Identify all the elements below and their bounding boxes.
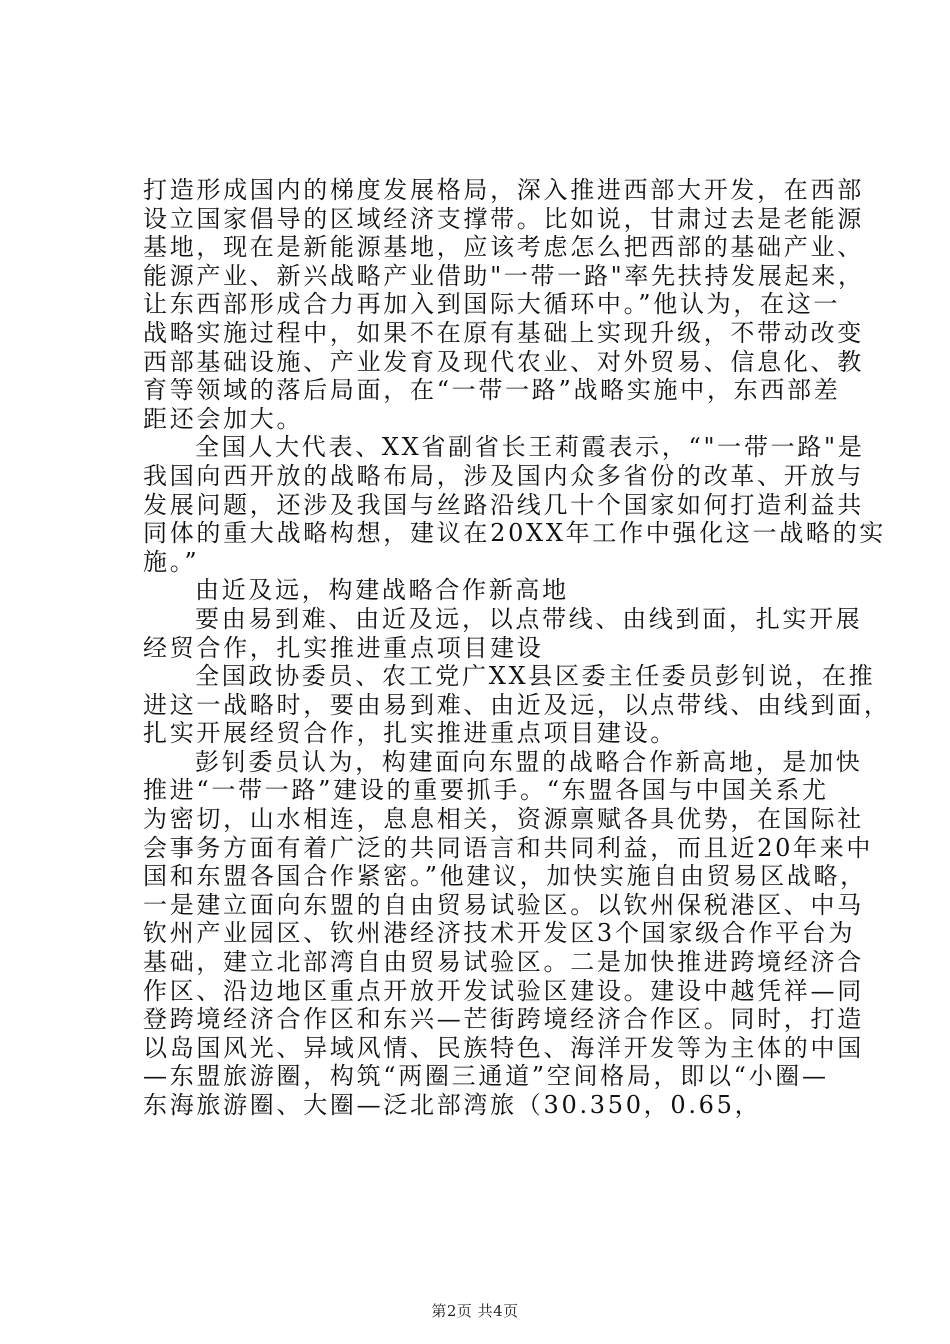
text-line: 进这一战略时，要由易到难、由近及远，以点带线、由线到面， [143,690,891,719]
text-line: 会事务方面有着广泛的共同语言和共同利益，而且近20年来中 [143,833,874,862]
text-line: 以岛国风光、异域风情、民族特色、海洋开发等为主体的中国 [143,1033,864,1062]
text-line: 作区、沿边地区重点开放开发试验区建设。建设中越凭祥—同 [143,976,864,1005]
text-line: 设立国家倡导的区域经济支撑带。比如说，甘肃过去是老能源 [143,204,864,233]
text-line: 打造形成国内的梯度发展格局，深入推进西部大开发，在西部 [143,176,864,204]
text-line: 战略实施过程中，如果不在原有基础上实现升级，不带动改变 [143,318,864,347]
text-line: 全国人大代表、XX省副省长王莉霞表示，“"一带一路"是 [195,433,865,462]
text-line: 东海旅游圈、大圈—泛北部湾旅（30.350，0.65， [143,1091,762,1119]
page-number-footer: 第2页 共4页 [431,1302,519,1320]
text-line: 彭钊委员认为，构建面向东盟的战略合作新高地，是加快 [195,747,863,776]
text-line: 登跨境经济合作区和东兴—芒街跨境经济合作区。同时，打造 [143,1005,864,1034]
text-line: 经贸合作，扎实推进重点项目建设 [143,633,544,662]
text-line: —东盟旅游圈，构筑“两圈三通道”空间格局，即以“小圈— [143,1062,829,1091]
text-line: 距还会加大。 [143,404,304,433]
text-line: 由近及远，构建战略合作新高地 [195,576,569,605]
text-line: 基地，现在是新能源基地，应该考虑怎么把西部的基础产业、 [143,233,864,262]
text-line: 基础，建立北部湾自由贸易试验区。二是加快推进跨境经济合 [143,948,864,977]
text-line: 全国政协委员、农工党广XX县区委主任委员彭钊说，在推 [195,662,876,691]
text-line: 让东西部形成合力再加入到国际大循环中。”他认为，在这一 [143,290,841,319]
text-line: 要由易到难、由近及远，以点带线、由线到面，扎实开展 [195,604,863,633]
text-line: 推进“一带一路”建设的重要抓手。“东盟各国与中国关系尤 [143,776,829,805]
text-line: 发展问题，还涉及我国与丝路沿线几十个国家如何打造利益共 [143,490,864,519]
text-line: 一是建立面向东盟的自由贸易试验区。以钦州保税港区、中马 [143,890,864,919]
document-body [143,176,891,1120]
text-line: 施。” [143,547,200,576]
text-line: 我国向西开放的战略布局，涉及国内众多省份的改革、开放与 [143,461,864,490]
text-line: 为密切，山水相连，息息相关，资源禀赋各具优势，在国际社 [143,805,864,834]
text-line: 能源产业、新兴战略产业借助"一带一路"率先扶持发展起来， [143,261,865,290]
text-line: 钦州产业园区、钦州港经济技术开发区3个国家级合作平台为 [143,919,856,948]
text-line: 同体的重大战略构想，建议在20XX年工作中强化这一战略的实 [143,519,887,548]
text-line: 国和东盟各国合作紧密。”他建议，加快实施自由贸易区战略， [143,862,867,891]
text-line: 西部基础设施、产业发育及现代农业、对外贸易、信息化、教 [143,347,864,376]
text-line: 扎实开展经贸合作，扎实推进重点项目建设。 [143,719,677,748]
text-line: 育等领域的落后局面，在“一带一路”战略实施中，东西部差 [143,376,841,405]
